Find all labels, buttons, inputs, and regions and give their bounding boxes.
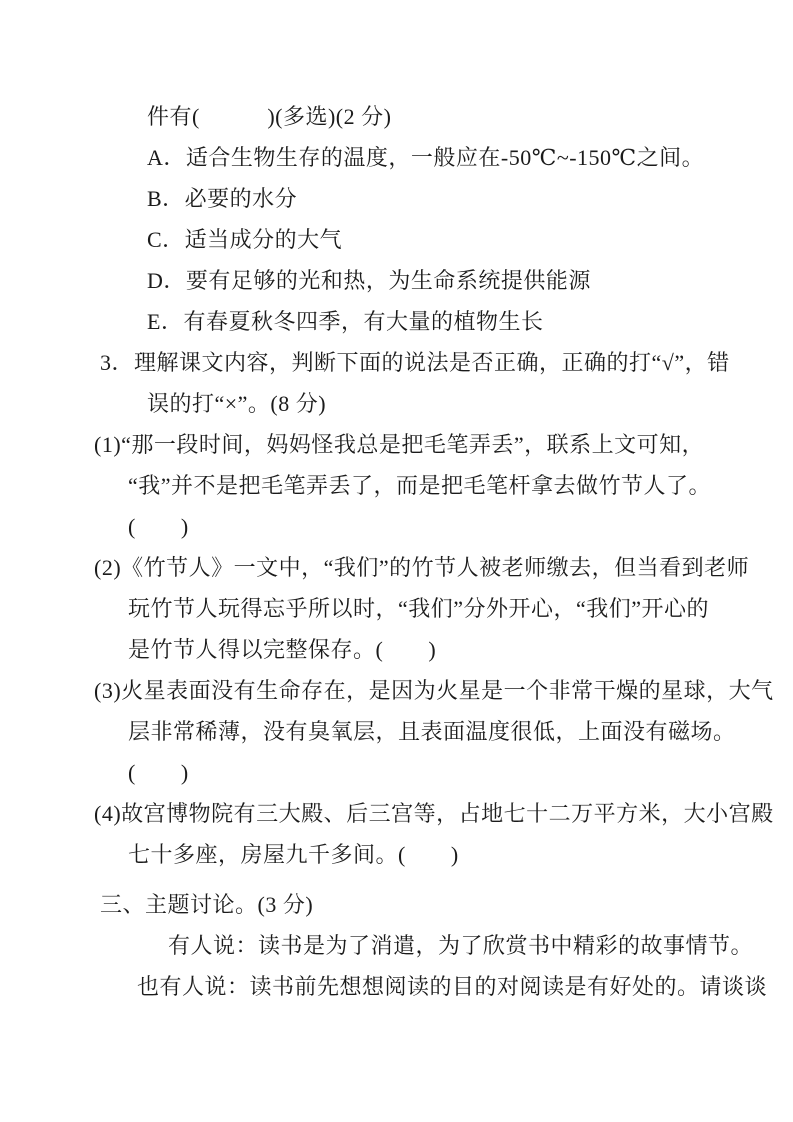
document-body <box>0 96 793 1007</box>
judge-item-4-answer-blank: 七十多座，房屋九千多间。( ) <box>128 842 459 867</box>
question2-option-d: D．要有足够的光和热，为生命系统提供能源 <box>147 268 591 293</box>
discussion-paragraph-line2: 也有人说：读书前先想想阅读的目的对阅读是有好处的。请谈谈 <box>137 974 768 999</box>
judge-item-1-line2: “我”并不是把毛笔弄丢了，而是把毛笔杆拿去做竹节人了。 <box>128 473 712 498</box>
question2-stem-continuation: 件有( )(多选)(2 分) <box>147 104 392 129</box>
judge-item-3-answer-blank: ( ) <box>128 760 189 785</box>
section-three-heading: 三、主题讨论。(3 分) <box>100 892 314 917</box>
judge-item-3-line1: (3)火星表面没有生命存在，是因为火星是一个非常干燥的星球，大气 <box>94 678 774 703</box>
judge-item-2-line2: 玩竹节人玩得忘乎所以时，“我们”分外开心，“我们”开心的 <box>128 596 710 621</box>
question3-stem-line1: 3．理解课文内容，判断下面的说法是否正确，正确的打“√”，错 <box>100 350 730 375</box>
judge-item-1-line1: (1)“那一段时间，妈妈怪我总是把毛笔弄丢”，联系上文可知， <box>94 432 705 457</box>
question2-option-a: A．适合生物生存的温度，一般应在-50℃~-150℃之间。 <box>147 145 705 170</box>
judge-item-1-answer-blank: ( ) <box>128 514 189 539</box>
question3-stem-line2: 误的打“×”。(8 分) <box>147 391 327 416</box>
judge-item-4-line1: (4)故宫博物院有三大殿、后三宫等，占地七十二万平方米，大小宫殿 <box>94 801 774 826</box>
judge-item-3-line2: 层非常稀薄，没有臭氧层，且表面温度很低，上面没有磁场。 <box>128 719 736 744</box>
judge-item-2-line1: (2)《竹节人》一文中，“我们”的竹节人被老师缴去，但当看到老师 <box>94 555 750 580</box>
discussion-paragraph-line1: 有人说：读书是为了消遣，为了欣赏书中精彩的故事情节。 <box>168 933 754 958</box>
question2-option-e: E．有春夏秋冬四季，有大量的植物生长 <box>147 309 544 334</box>
question2-option-c: C．适当成分的大气 <box>147 227 343 252</box>
judge-item-2-answer-blank: 是竹节人得以完整保存。( ) <box>128 637 437 662</box>
question2-option-b: B．必要的水分 <box>147 186 298 211</box>
